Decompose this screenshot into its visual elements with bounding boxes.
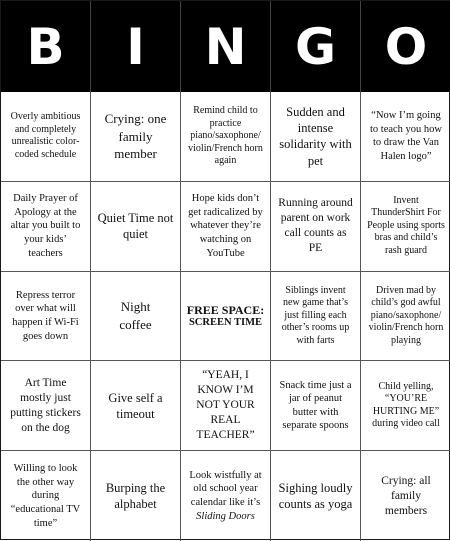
cell-text: Hope kids don’t get radicalized by whatever they’re watching on YouTube: [188, 193, 263, 259]
bingo-cell[interactable]: [361, 272, 450, 362]
bingo-grid: [1, 92, 450, 541]
bingo-cell[interactable]: [91, 92, 181, 182]
cell-text: Quiet Time not quiet: [97, 210, 174, 242]
cell-text: Look wistfully at old school year calendar like it’s: [189, 469, 262, 509]
bingo-cell[interactable]: [181, 361, 271, 451]
bingo-cell[interactable]: [181, 92, 271, 182]
bingo-cell[interactable]: [271, 451, 361, 541]
bingo-cell[interactable]: [271, 361, 361, 451]
bingo-cell[interactable]: [1, 361, 91, 451]
cell-text: Sudden and intense solidarity with pet: [279, 104, 352, 168]
cell-text: “YEAH, I KNOW I’M NOT YOUR REAL TEACHER”: [196, 369, 255, 442]
cell-text: Sighing loudly counts as yoga: [278, 480, 353, 512]
header-letter-n: N: [181, 1, 271, 92]
bingo-cell[interactable]: [1, 182, 91, 272]
bingo-cell[interactable]: [361, 361, 450, 451]
header-letter-g: G: [271, 1, 361, 92]
cell-text: Willing to look the other way during “educational TV time”: [10, 462, 81, 529]
cell-text: Give self a timeout: [108, 390, 163, 421]
header-letter-o: O: [384, 17, 428, 76]
cell-text: Art Time mostly just putting stickers on the dog: [10, 376, 81, 434]
bingo-cell[interactable]: [1, 272, 91, 362]
bingo-cell[interactable]: [181, 182, 271, 272]
cell-text: Invent ThunderShirt For People using sports bras and child’s rash guard: [367, 194, 445, 256]
free-space[interactable]: [181, 272, 271, 362]
free-space-label: FREE SPACE:: [186, 302, 265, 317]
cell-text: “Now I’m going to teach you how to draw the Van Halen logo”: [369, 110, 443, 163]
bingo-cell[interactable]: [91, 451, 181, 541]
bingo-cell[interactable]: [91, 182, 181, 272]
header-letter-b: B: [1, 1, 91, 92]
cell-text: Snack time just a jar of peanut butter with separate spoons: [279, 379, 352, 432]
bingo-cell[interactable]: [91, 361, 181, 451]
cell-text: Burping the alphabet: [105, 480, 166, 512]
cell-text: Driven mad by child’s god awful piano/saxophone/ violin/French horn playing: [368, 284, 444, 346]
cell-text: Siblings invent new game that’s just filling each other’s rooms up with farts: [281, 284, 350, 346]
cell-text: Crying: one family member: [104, 111, 167, 162]
bingo-cell[interactable]: [1, 92, 91, 182]
bingo-cell[interactable]: [361, 451, 450, 541]
header-letter-i: I: [91, 1, 181, 92]
bingo-cell[interactable]: [271, 92, 361, 182]
cell-text: Night coffee: [119, 299, 152, 332]
cell-text-italic: Sliding Doors: [196, 510, 255, 522]
bingo-cell[interactable]: [181, 451, 271, 541]
bingo-cell[interactable]: [271, 182, 361, 272]
bingo-cell[interactable]: [271, 272, 361, 362]
bingo-header: [1, 1, 450, 92]
bingo-cell[interactable]: [361, 92, 450, 182]
bingo-cell[interactable]: [91, 272, 181, 362]
bingo-cell[interactable]: [361, 182, 450, 272]
bingo-cell[interactable]: [1, 451, 91, 541]
free-space-subtitle: SCREEN TIME: [188, 316, 263, 328]
cell-text: Remind child to practice piano/saxophone/ violin/French horn again: [188, 105, 263, 167]
cell-text: Child yelling, “YOU’RE HURTING ME” during video call: [372, 380, 440, 430]
cell-text: Overly ambitious and completely unrealistic color-coded schedule: [10, 111, 81, 160]
cell-text: Daily Prayer of Apology at the altar you built to your kids’ teachers: [10, 193, 81, 259]
cell-text: Running around parent on work call counts as PE: [278, 197, 353, 255]
cell-text: Repress terror over what will happen if Wi-Fi goes down: [12, 289, 79, 342]
cell-text: Crying: all family members: [381, 474, 431, 517]
